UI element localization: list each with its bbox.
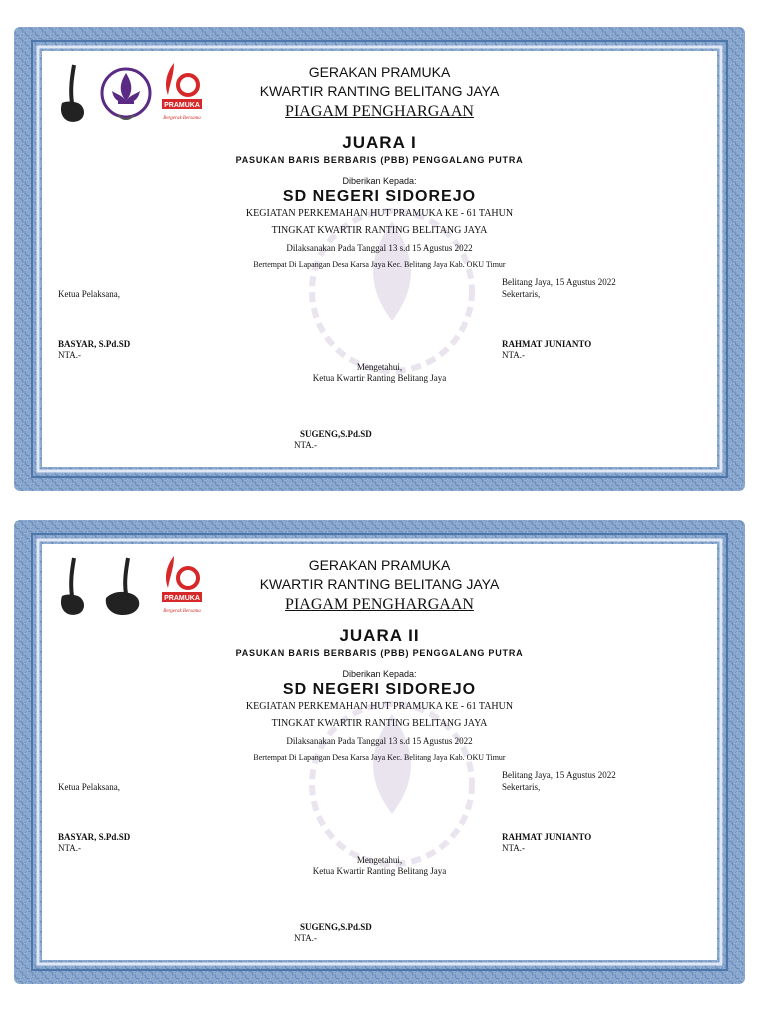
pramuka-tagline-text: Bergerak Bersama xyxy=(163,609,201,614)
place-line: Bertempat Di Lapangan Desa Karsa Jaya Kec. Belitang Jaya Kab. OKU Timur xyxy=(253,753,506,762)
right-signer-role: Sekertaris, xyxy=(502,782,541,792)
acknowledgement-line-1: Mengetahui, xyxy=(356,855,403,865)
signing-date: Belitang Jaya, 15 Agustus 2022 xyxy=(502,770,616,780)
rank-title: JUARA II xyxy=(339,626,420,645)
bottom-signer-nta: NTA.- xyxy=(294,440,318,450)
left-signer-role: Ketua Pelaksana, xyxy=(58,782,120,792)
date-line: Dilaksanakan Pada Tanggal 13 s.d 15 Agustus 2022 xyxy=(286,736,473,746)
recipient-name: SD NEGERI SIDOREJO xyxy=(282,188,477,205)
certificate-body xyxy=(42,51,717,467)
certificate-body xyxy=(42,544,717,960)
event-line-1: KEGIATAN PERKEMAHAN HUT PRAMUKA KE - 61 TAHUN xyxy=(245,208,514,219)
acknowledgement-line-1: Mengetahui, xyxy=(356,362,403,372)
document-title: PIAGAM PENGHARGAAN xyxy=(285,103,474,120)
signing-date: Belitang Jaya, 15 Agustus 2022 xyxy=(502,277,616,287)
rank-title: JUARA I xyxy=(342,133,417,152)
pramuka-logo-text: PRAMUKA xyxy=(164,595,200,602)
watermark-emblem-icon xyxy=(302,191,482,391)
left-signer-name: BASYAR, S.Pd.SD xyxy=(58,832,131,842)
left-signer-nta: NTA.- xyxy=(58,843,82,853)
date-line: Dilaksanakan Pada Tanggal 13 s.d 15 Agustus 2022 xyxy=(286,243,473,253)
given-to-label: Diberikan Kepada: xyxy=(342,669,417,679)
recipient-name: SD NEGERI SIDOREJO xyxy=(282,681,477,698)
document-title: PIAGAM PENGHARGAAN xyxy=(285,596,474,613)
org-line-2: KWARTIR RANTING BELITANG JAYA xyxy=(259,83,500,99)
event-line-1: KEGIATAN PERKEMAHAN HUT PRAMUKA KE - 61 TAHUN xyxy=(245,701,514,712)
right-signer-name: RAHMAT JUNIANTO xyxy=(502,832,592,842)
bottom-signer-nta: NTA.- xyxy=(294,933,318,943)
pramuka-logo-text: PRAMUKA xyxy=(164,102,200,109)
right-signer-name: RAHMAT JUNIANTO xyxy=(502,339,592,349)
certificate-juara-2 xyxy=(14,520,745,984)
left-signer-role: Ketua Pelaksana, xyxy=(58,289,120,299)
given-to-label: Diberikan Kepada: xyxy=(342,176,417,186)
watermark-emblem-icon xyxy=(302,684,482,884)
org-line-1: GERAKAN PRAMUKA xyxy=(308,64,451,80)
certificate-juara-1 xyxy=(14,27,745,491)
competition-category: PASUKAN BARIS BERBARIS (PBB) PENGGALANG PUTRA xyxy=(235,155,524,165)
pramuka-tagline-text: Bergerak Bersama xyxy=(163,116,201,121)
right-signer-nta: NTA.- xyxy=(502,350,526,360)
acknowledgement-line-2: Ketua Kwartir Ranting Belitang Jaya xyxy=(312,866,447,876)
left-signer-name: BASYAR, S.Pd.SD xyxy=(58,339,131,349)
place-line: Bertempat Di Lapangan Desa Karsa Jaya Kec. Belitang Jaya Kab. OKU Timur xyxy=(253,260,506,269)
left-signer-nta: NTA.- xyxy=(58,350,82,360)
bottom-signer-name: SUGENG,S.Pd.SD xyxy=(300,429,372,439)
bottom-signer-name: SUGENG,S.Pd.SD xyxy=(300,922,372,932)
event-line-2: TINGKAT KWARTIR RANTING BELITANG JAYA xyxy=(271,718,488,729)
right-signer-role: Sekertaris, xyxy=(502,289,541,299)
acknowledgement-line-2: Ketua Kwartir Ranting Belitang Jaya xyxy=(312,373,447,383)
org-line-2: KWARTIR RANTING BELITANG JAYA xyxy=(259,576,500,592)
org-line-1: GERAKAN PRAMUKA xyxy=(308,557,451,573)
event-line-2: TINGKAT KWARTIR RANTING BELITANG JAYA xyxy=(271,225,488,236)
right-signer-nta: NTA.- xyxy=(502,843,526,853)
competition-category: PASUKAN BARIS BERBARIS (PBB) PENGGALANG PUTRA xyxy=(235,648,524,658)
